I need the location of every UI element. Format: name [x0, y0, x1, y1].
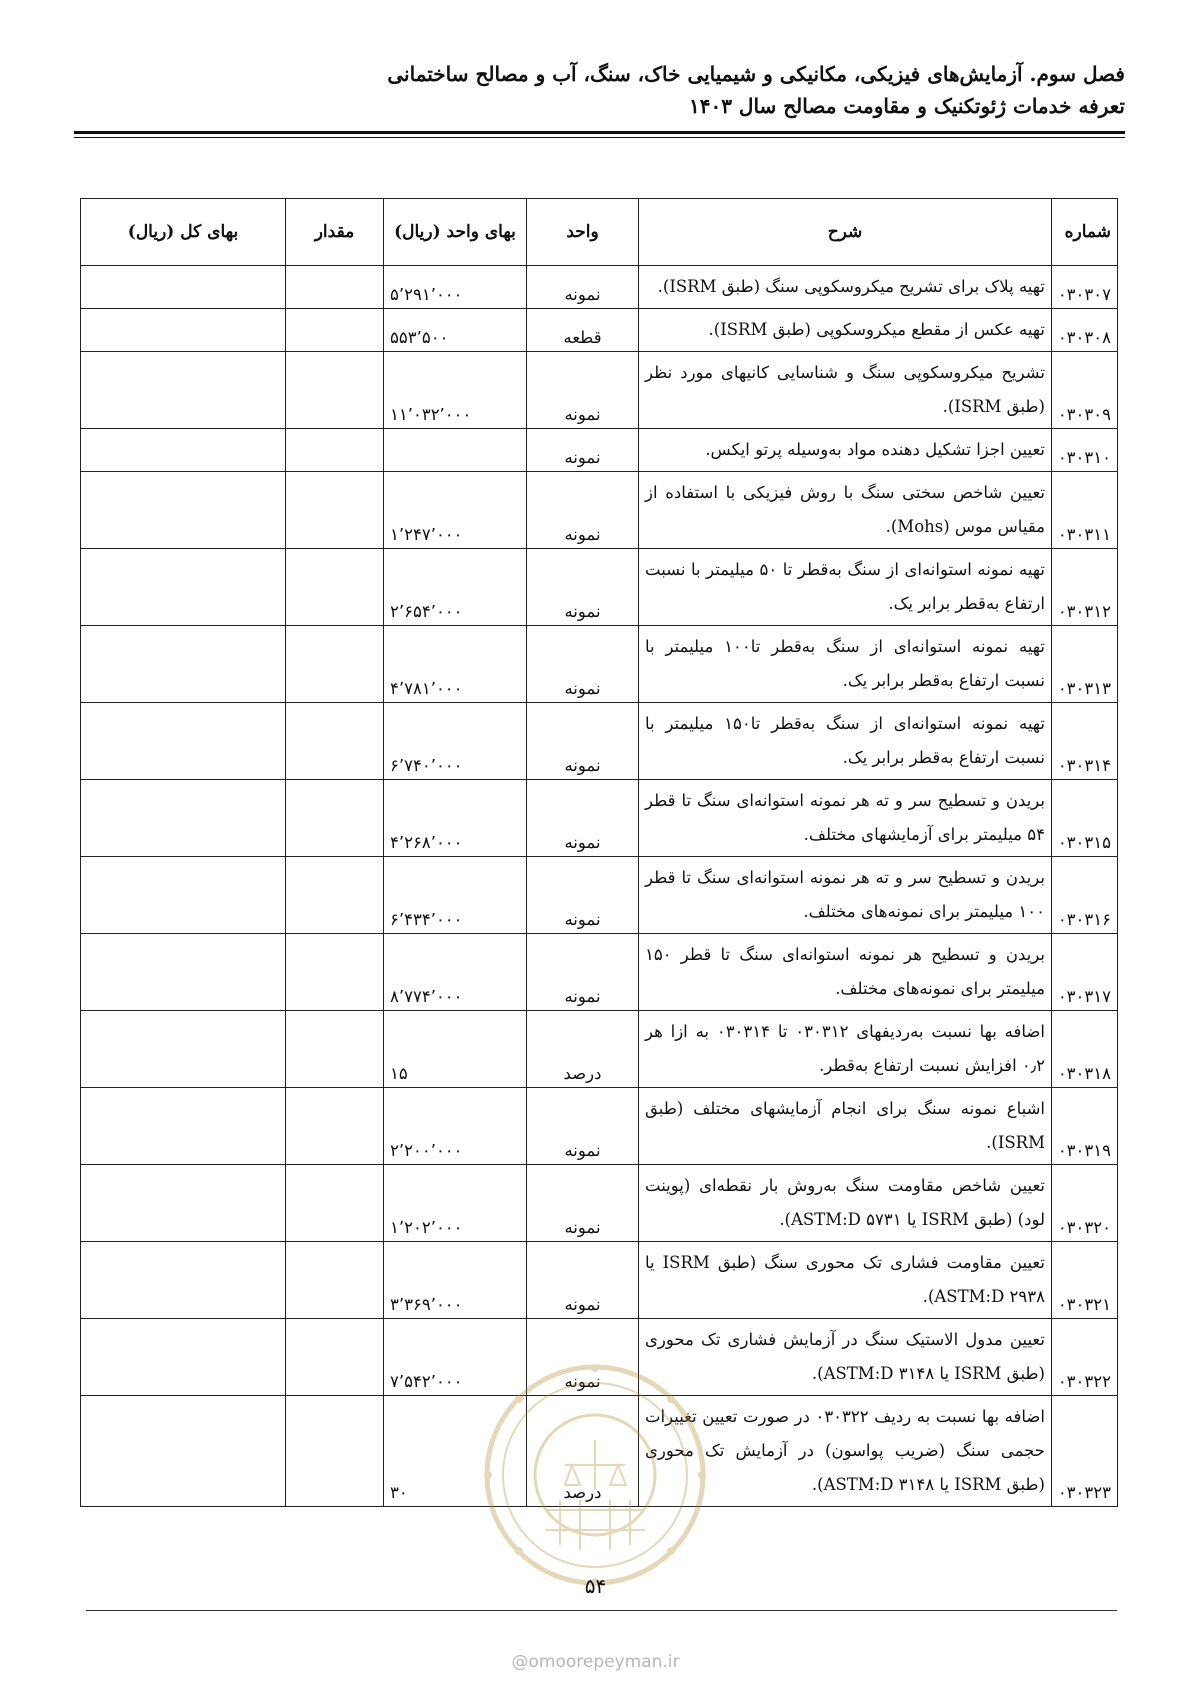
row-quantity: [286, 626, 384, 703]
row-unit-price: ۱٬۲۴۷٬۰۰۰: [384, 472, 527, 549]
row-quantity: [286, 429, 384, 472]
row-unit: نمونه: [527, 1242, 639, 1319]
row-number: ۰۳۰۳۰۷: [1052, 266, 1118, 309]
row-unit: نمونه: [527, 703, 639, 780]
row-unit-price: ۲٬۶۵۴٬۰۰۰: [384, 549, 527, 626]
header-unit: واحد: [527, 199, 639, 266]
row-unit-price: ۴٬۷۸۱٬۰۰۰: [384, 626, 527, 703]
row-number: ۰۳۰۳۱۱: [1052, 472, 1118, 549]
row-number: ۰۳۰۳۱۳: [1052, 626, 1118, 703]
row-description: تهیه عکس از مقطع میکروسکوپی (طبق ISRM).: [639, 309, 1052, 352]
row-total-price: [81, 934, 286, 1011]
row-unit: نمونه: [527, 472, 639, 549]
row-number: ۰۳۰۳۲۳: [1052, 1396, 1118, 1507]
row-unit: نمونه: [527, 266, 639, 309]
table-row: [81, 266, 1118, 309]
table-row: [81, 1319, 1118, 1396]
table-row: [81, 1396, 1118, 1507]
row-unit: نمونه: [527, 1165, 639, 1242]
page-number: ۵۴: [584, 1574, 607, 1598]
row-unit-price: ۳۰: [384, 1396, 527, 1507]
row-total-price: [81, 266, 286, 309]
row-unit: نمونه: [527, 626, 639, 703]
row-unit: نمونه: [527, 857, 639, 934]
table-row: [81, 703, 1118, 780]
row-unit-price: ۵٬۲۹۱٬۰۰۰: [384, 266, 527, 309]
document-title: تعرفه خدمات ژئوتکنیک و مقاومت مصالح سال ۱۴۰۳: [688, 94, 1125, 118]
row-unit: درصد: [527, 1396, 639, 1507]
row-description: اشباع نمونه سنگ برای انجام آزمایشهای مختلف (طبق ISRM).: [639, 1088, 1052, 1165]
row-unit-price: ۱۵: [384, 1011, 527, 1088]
row-total-price: [81, 309, 286, 352]
row-description: تهیه نمونه استوانه‌ای از سنگ به‌قطر تا۱۰۰ میلیمتر با نسبت ارتفاع به‌قطر برابر یک.: [639, 626, 1052, 703]
row-total-price: [81, 1165, 286, 1242]
row-quantity: [286, 934, 384, 1011]
table-row: [81, 472, 1118, 549]
header-description: شرح: [639, 199, 1052, 266]
row-quantity: [286, 1319, 384, 1396]
header-number: شماره: [1052, 199, 1118, 266]
row-unit: نمونه: [527, 549, 639, 626]
row-total-price: [81, 1011, 286, 1088]
row-unit: نمونه: [527, 780, 639, 857]
row-total-price: [81, 472, 286, 549]
row-unit-price: ۱۱٬۰۳۲٬۰۰۰: [384, 352, 527, 429]
row-total-price: [81, 1319, 286, 1396]
row-description: تهیه نمونه استوانه‌ای از سنگ به‌قطر تا۱۵۰ میلیمتر با نسبت ارتفاع به‌قطر برابر یک.: [639, 703, 1052, 780]
row-quantity: [286, 266, 384, 309]
row-quantity: [286, 780, 384, 857]
row-description: تعیین شاخص سختی سنگ با روش فیزیکی با استفاده از مقیاس موس (Mohs).: [639, 472, 1052, 549]
row-number: ۰۳۰۳۱۵: [1052, 780, 1118, 857]
row-quantity: [286, 1165, 384, 1242]
row-unit-price: ۳٬۳۶۹٬۰۰۰: [384, 1242, 527, 1319]
row-quantity: [286, 472, 384, 549]
table-row: [81, 549, 1118, 626]
row-quantity: [286, 857, 384, 934]
chapter-title: فصل سوم. آزمایش‌های فیزیکی، مکانیکی و شیمیایی خاک، سنگ، آب و مصالح ساختمانی: [387, 62, 1125, 86]
row-quantity: [286, 352, 384, 429]
row-description: بریدن و تسطیح سر و ته هر نمونه استوانه‌ای سنگ تا قطر ۵۴ میلیمتر برای آزمایشهای مختلف.: [639, 780, 1052, 857]
table-row: [81, 857, 1118, 934]
row-unit: نمونه: [527, 1319, 639, 1396]
table-row: [81, 1088, 1118, 1165]
row-unit: نمونه: [527, 1088, 639, 1165]
row-description: تعیین اجزا تشکیل دهنده مواد به‌وسیله پرتو ایکس.: [639, 429, 1052, 472]
row-unit-price: [384, 429, 527, 472]
row-unit-price: ۷٬۵۴۲٬۰۰۰: [384, 1319, 527, 1396]
header-quantity: مقدار: [286, 199, 384, 266]
row-quantity: [286, 1088, 384, 1165]
row-number: ۰۳۰۳۰۸: [1052, 309, 1118, 352]
row-description: بریدن و تسطیح سر و ته هر نمونه استوانه‌ای سنگ تا قطر ۱۰۰ میلیمتر برای نمونه‌های مختلف.: [639, 857, 1052, 934]
row-quantity: [286, 1396, 384, 1507]
row-number: ۰۳۰۳۱۸: [1052, 1011, 1118, 1088]
table-header-row: [81, 199, 1118, 266]
row-number: ۰۳۰۳۲۱: [1052, 1242, 1118, 1319]
table-row: [81, 1011, 1118, 1088]
row-number: ۰۳۰۳۱۰: [1052, 429, 1118, 472]
row-unit-price: ۵۵۳٬۵۰۰: [384, 309, 527, 352]
table-row: [81, 1165, 1118, 1242]
tariff-table: [80, 198, 1118, 1507]
row-total-price: [81, 626, 286, 703]
row-number: ۰۳۰۳۲۲: [1052, 1319, 1118, 1396]
header-rule-thin: [74, 137, 1125, 138]
row-description: تشریح میکروسکوپی سنگ و شناسایی کانیهای مورد نظر (طبق ISRM).: [639, 352, 1052, 429]
row-description: تعیین مدول الاستیک سنگ در آزمایش فشاری تک محوری (طبق ISRM یا ASTM:D ۳۱۴۸).: [639, 1319, 1052, 1396]
row-total-price: [81, 857, 286, 934]
row-total-price: [81, 1396, 286, 1507]
row-description: اضافه بها نسبت به ردیف ۰۳۰۳۲۲ در صورت تعیین تغییرات حجمی سنگ (ضریب پواسون) در آزمایش تک محوری (طبق ISRM یا ASTM:D ۳۱۴۸).: [639, 1396, 1052, 1507]
row-quantity: [286, 703, 384, 780]
row-unit-price: ۸٬۷۷۴٬۰۰۰: [384, 934, 527, 1011]
header-unit-price: بهای واحد (ریال): [384, 199, 527, 266]
table-row: [81, 934, 1118, 1011]
footer-rule: [86, 1610, 1117, 1611]
row-total-price: [81, 352, 286, 429]
row-quantity: [286, 1242, 384, 1319]
row-total-price: [81, 429, 286, 472]
row-description: اضافه بها نسبت به‌ردیفهای ۰۳۰۳۱۲ تا ۰۳۰۳۱۴ به ازا هر ۰٫۲ افزایش نسبت ارتفاع به‌قطر.: [639, 1011, 1052, 1088]
row-unit-price: ۲٬۲۰۰٬۰۰۰: [384, 1088, 527, 1165]
site-watermark: @omoorepeyman.ir: [511, 1652, 680, 1672]
table-row: [81, 626, 1118, 703]
row-unit-price: ۶٬۷۴۰٬۰۰۰: [384, 703, 527, 780]
row-total-price: [81, 703, 286, 780]
row-unit-price: ۶٬۴۳۴٬۰۰۰: [384, 857, 527, 934]
row-total-price: [81, 1088, 286, 1165]
table-row: [81, 309, 1118, 352]
row-number: ۰۳۰۳۱۹: [1052, 1088, 1118, 1165]
table-row: [81, 780, 1118, 857]
page-header: [70, 58, 1125, 122]
row-number: ۰۳۰۳۲۰: [1052, 1165, 1118, 1242]
row-number: ۰۳۰۳۱۴: [1052, 703, 1118, 780]
row-quantity: [286, 549, 384, 626]
row-number: ۰۳۰۳۰۹: [1052, 352, 1118, 429]
header-total-price: بهای کل (ریال): [81, 199, 286, 266]
row-description: بریدن و تسطیح هر نمونه استوانه‌ای سنگ تا قطر ۱۵۰ میلیمتر برای نمونه‌های مختلف.: [639, 934, 1052, 1011]
row-total-price: [81, 780, 286, 857]
row-number: ۰۳۰۳۱۶: [1052, 857, 1118, 934]
row-number: ۰۳۰۳۱۲: [1052, 549, 1118, 626]
row-description: تعیین مقاومت فشاری تک محوری سنگ (طبق ISRM یا ASTM:D ۲۹۳۸).: [639, 1242, 1052, 1319]
table-row: [81, 1242, 1118, 1319]
row-quantity: [286, 309, 384, 352]
header-rule-thick: [74, 131, 1125, 134]
row-total-price: [81, 549, 286, 626]
row-unit: قطعه: [527, 309, 639, 352]
row-unit: نمونه: [527, 352, 639, 429]
row-unit: درصد: [527, 1011, 639, 1088]
row-quantity: [286, 1011, 384, 1088]
row-description: تعیین شاخص مقاومت سنگ به‌روش بار نقطه‌ای (پوینت لود) (طبق ISRM یا ASTM:D ۵۷۳۱).: [639, 1165, 1052, 1242]
row-description: تهیه پلاک برای تشریح میکروسکوپی سنگ (طبق ISRM).: [639, 266, 1052, 309]
row-description: تهیه نمونه استوانه‌ای از سنگ به‌قطر تا ۵۰ میلیمتر با نسبت ارتفاع به‌قطر برابر یک.: [639, 549, 1052, 626]
row-unit-price: ۴٬۲۶۸٬۰۰۰: [384, 780, 527, 857]
table-row: [81, 352, 1118, 429]
row-unit: نمونه: [527, 934, 639, 1011]
row-number: ۰۳۰۳۱۷: [1052, 934, 1118, 1011]
row-total-price: [81, 1242, 286, 1319]
row-unit: نمونه: [527, 429, 639, 472]
row-unit-price: ۱٬۲۰۲٬۰۰۰: [384, 1165, 527, 1242]
table-row: [81, 429, 1118, 472]
